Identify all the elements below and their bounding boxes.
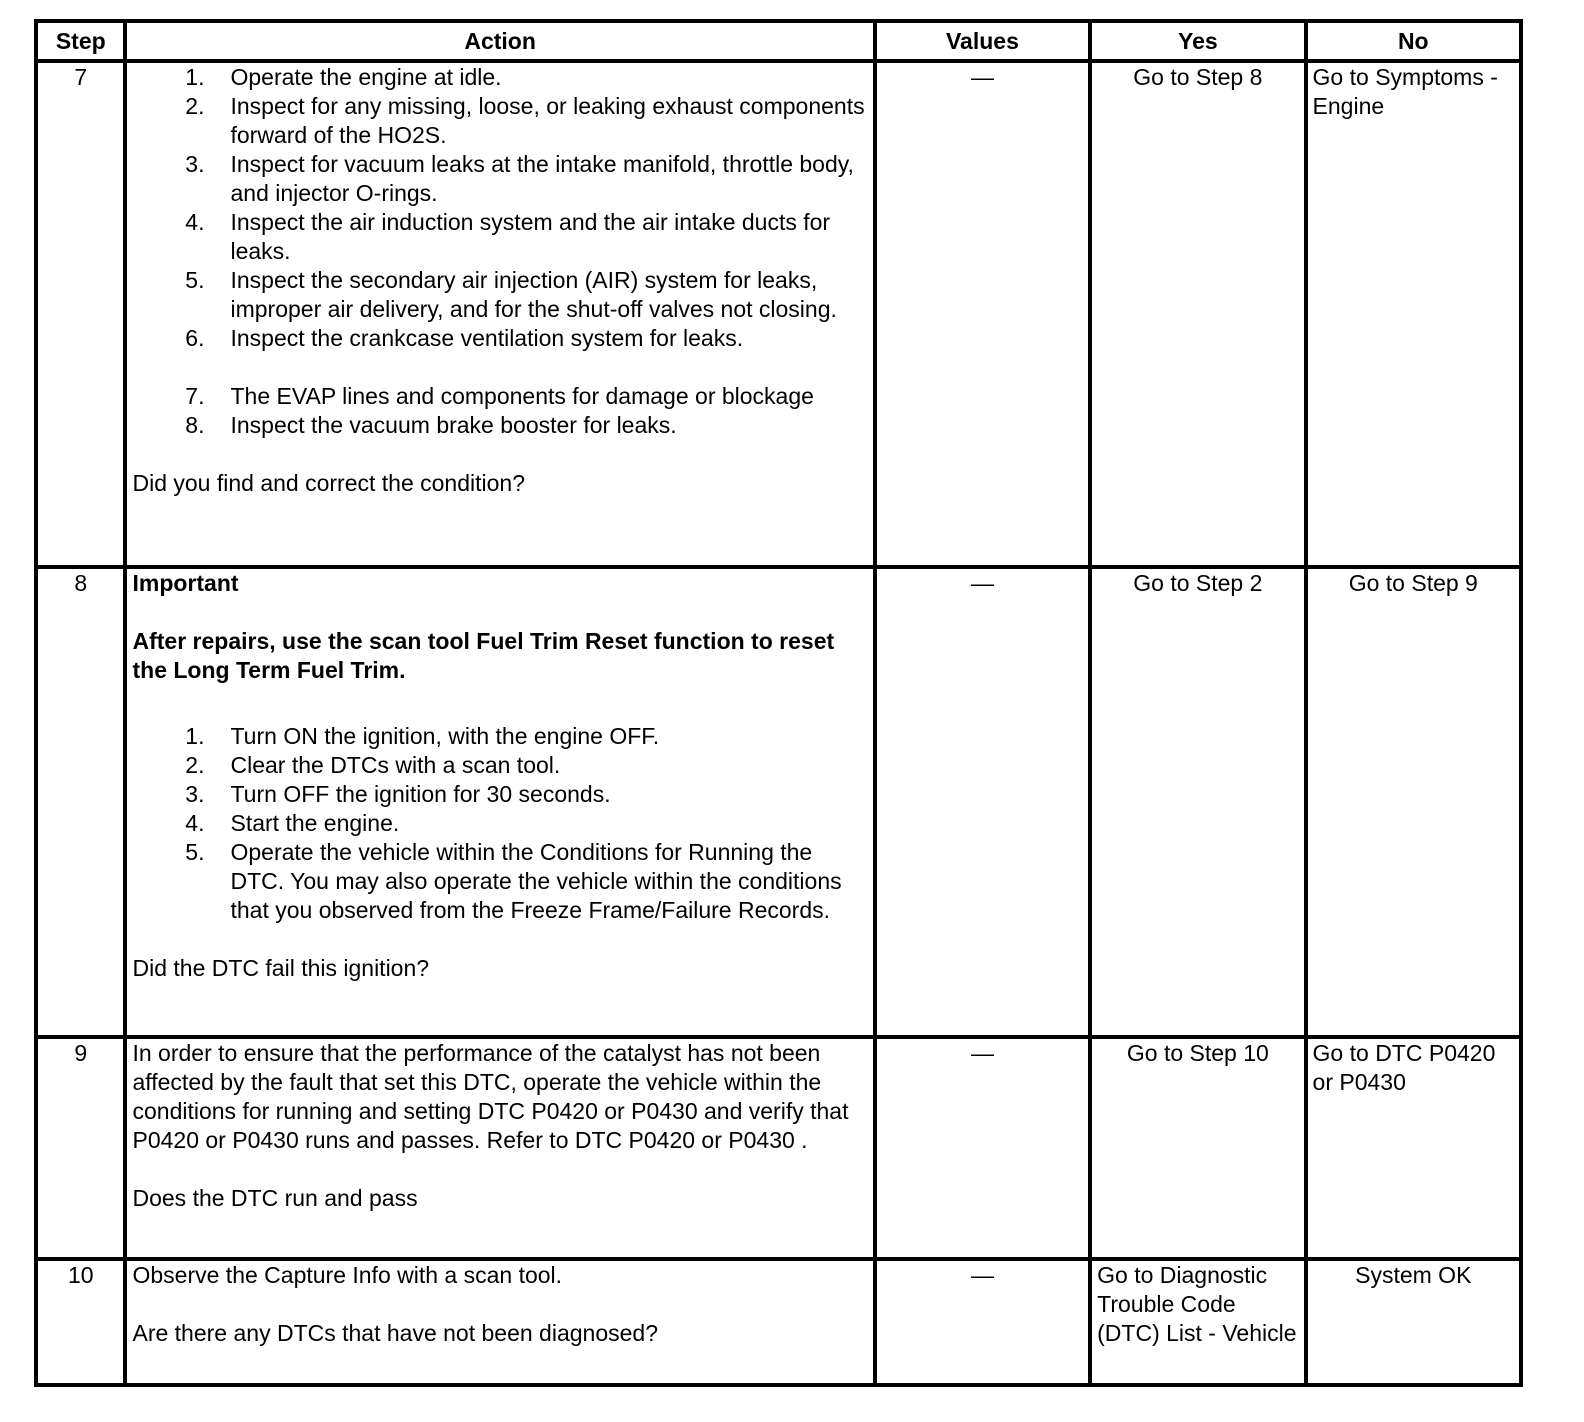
- no-link[interactable]: System OK: [1306, 1259, 1521, 1385]
- question-text: Are there any DTCs that have not been diagnosed?: [132, 1320, 658, 1346]
- list-item: 5. Inspect the secondary air injection (AIR) system for leaks, improper air delivery, and for the shut-off valves not closing.: [185, 267, 837, 322]
- header-no: No: [1306, 21, 1521, 61]
- yes-link[interactable]: Go to Step 2: [1090, 567, 1305, 1037]
- values-cell: —: [875, 1037, 1090, 1259]
- important-text: After repairs, use the scan tool Fuel Trim Reset function to reset the Long Term Fuel Trim.: [132, 628, 835, 683]
- important-label: Important: [132, 570, 239, 596]
- values-cell: —: [875, 1259, 1090, 1385]
- yes-link[interactable]: Go to Step 8: [1090, 61, 1305, 567]
- spacer: [132, 685, 867, 714]
- header-yes: Yes: [1090, 21, 1305, 61]
- question-text: Did the DTC fail this ignition?: [132, 955, 430, 981]
- spacer: [132, 1155, 867, 1184]
- values-cell: —: [875, 567, 1090, 1037]
- spacer: [132, 440, 867, 469]
- step-number: 7: [36, 61, 125, 567]
- no-link[interactable]: Go to DTC P0420 or P0430: [1306, 1037, 1521, 1259]
- header-row: [36, 21, 1521, 61]
- table-row-step-8: [36, 567, 1521, 1037]
- no-link[interactable]: Go to Symptoms - Engine: [1306, 61, 1521, 567]
- list-spacer: [132, 353, 867, 382]
- action-list: [132, 63, 867, 440]
- list-item: 2. Inspect for any missing, loose, or leaking exhaust components forward of the HO2S.: [185, 93, 865, 148]
- action-cell: [125, 1259, 874, 1385]
- list-item: 3. Inspect for vacuum leaks at the intake manifold, throttle body, and injector O-rings.: [185, 151, 854, 206]
- spacer: [132, 1290, 867, 1319]
- header-action: Action: [125, 21, 874, 61]
- list-item: 7. The EVAP lines and components for damage or blockage: [185, 383, 814, 409]
- table-row-step-10: [36, 1259, 1521, 1385]
- header-values: Values: [875, 21, 1090, 61]
- no-link[interactable]: Go to Step 9: [1306, 567, 1521, 1037]
- list-item: 4. Start the engine.: [185, 810, 400, 836]
- values-cell: —: [875, 61, 1090, 567]
- step-number: 10: [36, 1259, 125, 1385]
- table-row-step-9: [36, 1037, 1521, 1259]
- list-item: 8. Inspect the vacuum brake booster for leaks.: [185, 412, 677, 438]
- action-paragraph: In order to ensure that the performance of the catalyst has not been affected by the fault that set this DTC, operate the vehicle within the conditions for running and setting DTC P0420 or P0430 and verify that P0420 or P0430 runs and passes. Refer to DTC P0420 or P0430 .: [132, 1040, 849, 1153]
- question-text: Did you find and correct the condition?: [132, 470, 526, 496]
- list-item: 4. Inspect the air induction system and the air intake ducts for leaks.: [185, 209, 831, 264]
- list-item: 1. Operate the engine at idle.: [185, 64, 502, 90]
- question-text: Does the DTC run and pass: [132, 1185, 418, 1211]
- step-number: 9: [36, 1037, 125, 1259]
- spacer: [132, 925, 867, 954]
- list-item: 5. Operate the vehicle within the Conditions for Running the DTC. You may also operate the vehicle within the conditions that you observed from the Freeze Frame/Failure Records.: [185, 839, 842, 923]
- table-row-step-7: [36, 61, 1521, 567]
- list-item: 6. Inspect the crankcase ventilation system for leaks.: [185, 325, 744, 351]
- action-cell: [125, 1037, 874, 1259]
- header-step: Step: [36, 21, 125, 61]
- yes-link[interactable]: Go to Diagnostic Trouble Code (DTC) List - Vehicle: [1090, 1259, 1305, 1385]
- spacer: [132, 598, 867, 627]
- diagnostic-table: [34, 19, 1523, 1387]
- action-list: [132, 722, 867, 925]
- list-item: 3. Turn OFF the ignition for 30 seconds.: [185, 781, 611, 807]
- list-item: 1. Turn ON the ignition, with the engine OFF.: [185, 723, 660, 749]
- action-cell: [125, 61, 874, 567]
- step-number: 8: [36, 567, 125, 1037]
- action-cell: [125, 567, 874, 1037]
- yes-link[interactable]: Go to Step 10: [1090, 1037, 1305, 1259]
- list-item: 2. Clear the DTCs with a scan tool.: [185, 752, 561, 778]
- action-paragraph: Observe the Capture Info with a scan tool.: [132, 1262, 563, 1288]
